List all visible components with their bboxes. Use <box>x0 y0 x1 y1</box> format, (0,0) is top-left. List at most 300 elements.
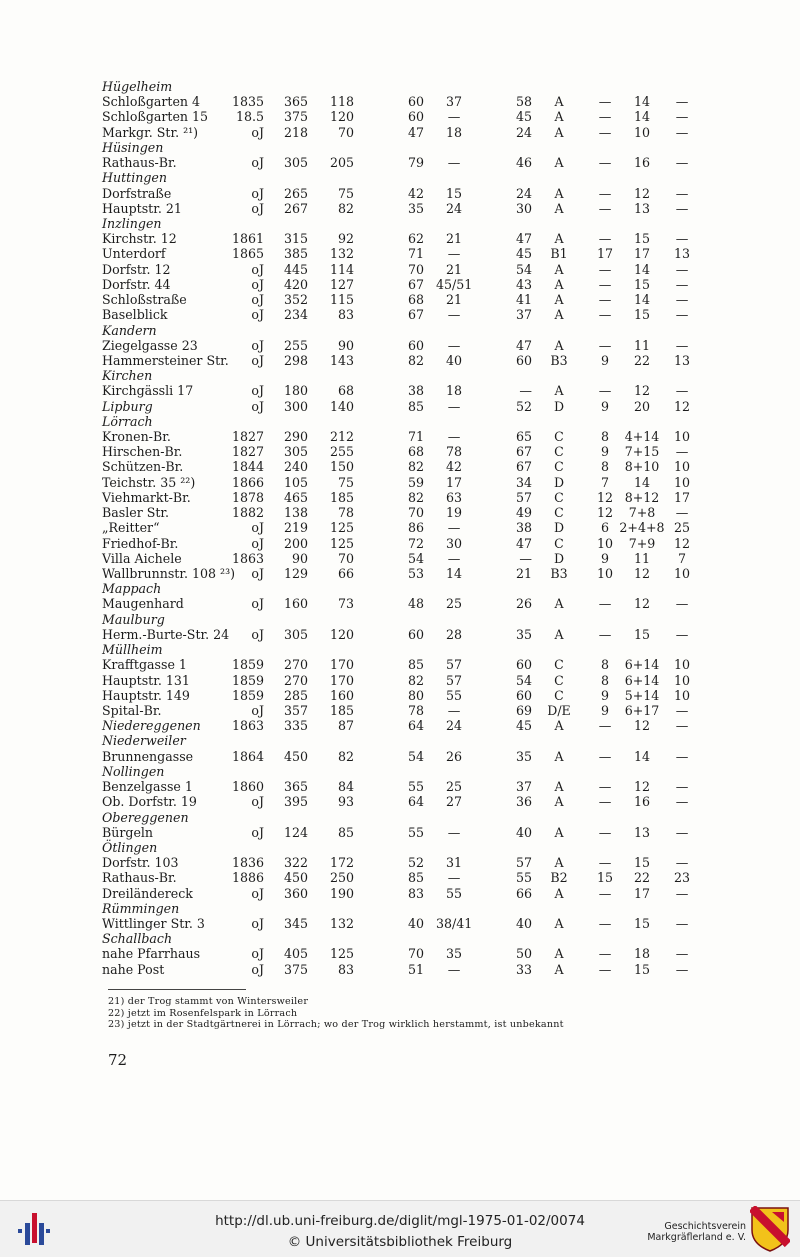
table-cell-col-7: C <box>554 657 564 673</box>
table-row <box>0 536 800 551</box>
page-number: 72 <box>108 1051 128 1069</box>
table-cell-col-9: 8+12 <box>624 489 660 505</box>
table-cell-col-1: 1827 <box>231 429 264 445</box>
table-cell-col-2: 200 <box>283 535 308 551</box>
table-cell-col-2: 219 <box>283 520 308 536</box>
table-cell-col-9: 14 <box>633 109 651 125</box>
table-cell-col-10: — <box>675 596 689 612</box>
table-cell-col-2: 305 <box>283 155 308 171</box>
table-cell-col-2: 315 <box>283 231 308 247</box>
place-heading: Müllheim <box>102 642 163 658</box>
table-cell-col-2: 265 <box>283 185 308 201</box>
table-cell-col-7: A <box>554 748 564 764</box>
table-cell-col-4: 47 <box>407 124 424 140</box>
table-cell-col-4: 71 <box>407 246 424 262</box>
table-cell-col-8: 12 <box>596 505 614 521</box>
table-cell-col-9: 12 <box>633 779 651 795</box>
table-cell-col-7: D <box>553 398 565 414</box>
table-cell-col-2: 218 <box>283 124 308 140</box>
table-cell-col-2: 405 <box>283 946 308 962</box>
table-cell-col-1: oJ <box>251 337 264 353</box>
table-cell-col-9: 15 <box>633 961 651 977</box>
table-cell-col-3: 127 <box>329 276 354 292</box>
table-cell-col-5: 14 <box>445 566 463 581</box>
place-heading-row <box>0 368 800 383</box>
table-cell-col-6: 66 <box>515 885 532 901</box>
location-name: Dorfstraße <box>102 185 172 201</box>
table-cell-col-3: 118 <box>329 94 354 110</box>
society-line-2: Markgräflerland e. V. <box>647 1232 746 1243</box>
table-cell-col-1: oJ <box>251 261 264 277</box>
table-cell-col-1: 1882 <box>231 505 264 521</box>
location-name: Kronen-Br. <box>102 429 171 445</box>
table-cell-col-9: 18 <box>633 946 651 962</box>
place-heading-row <box>0 414 800 429</box>
location-name: Teichstr. 35 ²²) <box>102 474 196 490</box>
location-name: Schloßgarten 4 <box>102 94 201 110</box>
table-cell-col-2: 395 <box>283 794 308 810</box>
table-cell-col-1: oJ <box>251 961 264 977</box>
table-cell-col-1: oJ <box>251 383 264 399</box>
location-name: Wallbrunnstr. 108 ²³) <box>102 566 236 581</box>
table-cell-col-9: 6+17 <box>624 702 660 718</box>
table-cell-col-10: 7 <box>677 550 686 566</box>
table-cell-col-7: A <box>554 185 564 201</box>
table-cell-col-8: — <box>598 94 612 110</box>
table-cell-col-1: oJ <box>251 794 264 810</box>
table-cell-col-5: 40 <box>445 352 463 368</box>
location-name: Benzelgasse 1 <box>102 779 193 795</box>
table-cell-col-6: 54 <box>515 261 532 277</box>
table-cell-col-9: 12 <box>633 596 651 612</box>
location-name: Hauptstr. 21 <box>102 200 182 216</box>
table-cell-col-3: 85 <box>337 824 354 840</box>
table-cell-col-7: A <box>554 794 564 810</box>
table-cell-col-1: oJ <box>251 916 264 932</box>
table-cell-col-1: oJ <box>251 276 264 292</box>
table-cell-col-9: 22 <box>633 870 651 886</box>
table-cell-col-8: — <box>598 779 612 795</box>
table-cell-col-8: 7 <box>600 474 609 490</box>
table-cell-col-3: 143 <box>329 352 354 368</box>
table-cell-col-6: 69 <box>515 702 532 718</box>
place-heading-row <box>0 642 800 657</box>
table-cell-col-4: 35 <box>407 200 424 216</box>
table-cell-col-4: 85 <box>407 398 424 414</box>
table-cell-col-5: 24 <box>445 718 463 734</box>
table-cell-col-3: 83 <box>337 961 354 977</box>
table-cell-col-7: A <box>554 885 564 901</box>
table-cell-col-10: — <box>675 261 689 277</box>
table-cell-col-1: oJ <box>251 185 264 201</box>
table-cell-col-6: 38 <box>515 520 532 536</box>
table-cell-col-2: 365 <box>283 779 308 795</box>
table-cell-col-1: oJ <box>251 824 264 840</box>
place-heading: Inzlingen <box>102 215 162 231</box>
table-cell-col-2: 305 <box>283 626 308 642</box>
table-cell-col-4: 40 <box>407 916 424 932</box>
table-cell-col-5: 45/51 <box>436 276 473 292</box>
table-cell-col-6: — <box>519 383 532 399</box>
table-cell-col-7: C <box>554 459 564 475</box>
table-row <box>0 825 800 840</box>
table-cell-col-10: — <box>675 794 689 810</box>
table-cell-col-8: 9 <box>600 444 609 460</box>
place-heading: Hügelheim <box>102 79 173 94</box>
table-cell-col-8: 6 <box>600 520 609 536</box>
table-cell-col-6: 60 <box>515 687 532 703</box>
table-cell-col-10: — <box>675 185 689 201</box>
table-cell-col-8: 10 <box>596 566 614 581</box>
table-cell-col-4: 82 <box>407 489 424 505</box>
table-cell-col-5: 21 <box>445 292 463 308</box>
table-row <box>0 429 800 444</box>
table-cell-col-1: 1827 <box>231 444 264 460</box>
table-cell-col-6: 47 <box>515 337 532 353</box>
table-cell-col-10: — <box>675 292 689 308</box>
society-line-1: Geschichtsverein <box>664 1221 746 1232</box>
table-cell-col-5: — <box>447 246 461 262</box>
table-cell-col-2: 255 <box>283 337 308 353</box>
table-cell-col-9: 12 <box>633 566 651 581</box>
table-cell-col-5: 25 <box>445 779 463 795</box>
table-row <box>0 657 800 672</box>
table-cell-col-6: 41 <box>515 292 532 308</box>
table-cell-col-2: 357 <box>283 702 308 718</box>
table-cell-col-3: 75 <box>337 185 354 201</box>
table-cell-col-10: 10 <box>673 672 691 688</box>
table-cell-col-5: 35 <box>445 946 463 962</box>
table-cell-col-6: 40 <box>515 916 532 932</box>
table-cell-col-1: 1865 <box>231 246 264 262</box>
location-name: Baselblick <box>102 307 168 323</box>
table-cell-col-9: 4+14 <box>624 429 660 445</box>
table-cell-col-8: 8 <box>600 429 609 445</box>
table-cell-col-6: 47 <box>515 535 532 551</box>
table-cell-col-2: 375 <box>283 109 308 125</box>
table-cell-col-3: 140 <box>329 398 354 414</box>
table-cell-col-9: 11 <box>633 550 651 566</box>
table-cell-col-9: 10 <box>633 124 651 140</box>
place-heading-row <box>0 140 800 155</box>
table-cell-col-3: 172 <box>329 855 354 871</box>
table-cell-col-4: 82 <box>407 672 424 688</box>
table-cell-col-10: 10 <box>673 429 691 445</box>
table-cell-col-6: 45 <box>515 718 532 734</box>
table-cell-col-8: — <box>598 231 612 247</box>
viewer-footer <box>0 1200 800 1257</box>
table-cell-col-1: oJ <box>251 885 264 901</box>
table-cell-col-10: — <box>675 276 689 292</box>
table-cell-col-2: 450 <box>283 870 308 886</box>
table-cell-col-7: A <box>554 596 564 612</box>
table-cell-col-3: 90 <box>337 337 354 353</box>
table-cell-col-4: 85 <box>407 870 424 886</box>
place-heading: Hüsingen <box>102 139 164 155</box>
table-cell-col-10: — <box>675 109 689 125</box>
table-cell-col-8: — <box>598 961 612 977</box>
table-cell-col-6: 35 <box>515 748 532 764</box>
table-cell-col-6: 26 <box>515 596 532 612</box>
table-cell-col-5: 21 <box>445 231 463 247</box>
table-cell-col-9: 16 <box>633 155 651 171</box>
table-cell-col-6: 47 <box>515 231 532 247</box>
table-cell-col-3: 132 <box>329 246 354 262</box>
footnote-21: 21) der Trog stammt von Wintersweiler <box>108 996 309 1007</box>
table-cell-col-1: 1859 <box>231 687 264 703</box>
table-cell-col-9: 17 <box>633 246 651 262</box>
table-cell-col-2: 290 <box>283 429 308 445</box>
table-cell-col-5: 42 <box>445 459 463 475</box>
table-cell-col-10: — <box>675 702 689 718</box>
table-row <box>0 262 800 277</box>
table-cell-col-10: — <box>675 383 689 399</box>
table-cell-col-10: — <box>675 505 689 521</box>
table-cell-col-6: 37 <box>515 307 532 323</box>
table-cell-col-2: 335 <box>283 718 308 734</box>
table-cell-col-10: — <box>675 916 689 932</box>
table-cell-col-5: 63 <box>445 489 463 505</box>
table-cell-col-5: 30 <box>445 535 463 551</box>
table-cell-col-4: 62 <box>407 231 424 247</box>
place-heading-row <box>0 323 800 338</box>
table-cell-col-10: — <box>675 444 689 460</box>
table-row <box>0 688 800 703</box>
table-cell-col-7: A <box>554 292 564 308</box>
table-cell-col-7: D/E <box>547 702 571 718</box>
table-cell-col-1: 1886 <box>231 870 264 886</box>
table-cell-col-7: A <box>554 855 564 871</box>
table-cell-col-3: 170 <box>329 657 354 673</box>
table-row <box>0 627 800 642</box>
table-cell-col-5: — <box>447 109 461 125</box>
table-row <box>0 109 800 124</box>
place-heading: Maulburg <box>102 611 165 627</box>
table-cell-col-5: 18 <box>445 383 463 399</box>
location-name: Hauptstr. 149 <box>102 687 190 703</box>
place-heading-row <box>0 901 800 916</box>
table-cell-col-3: 68 <box>337 383 354 399</box>
permalink-url[interactable]: http://dl.ub.uni-freiburg.de/diglit/mgl-1975-01-02/0074 <box>215 1213 585 1229</box>
table-cell-col-10: — <box>675 824 689 840</box>
table-cell-col-7: D <box>553 474 565 490</box>
location-name: Dorfstr. 103 <box>102 855 179 871</box>
table-cell-col-6: 43 <box>515 276 532 292</box>
table-row <box>0 459 800 474</box>
table-cell-col-4: 70 <box>407 505 424 521</box>
table-cell-col-8: — <box>598 855 612 871</box>
table-cell-col-10: 13 <box>673 246 691 262</box>
table-cell-col-9: 14 <box>633 292 651 308</box>
table-cell-col-9: 13 <box>633 824 651 840</box>
location-name: Kirchgässli 17 <box>102 383 194 399</box>
table-cell-col-10: 23 <box>673 870 691 886</box>
place-heading-row <box>0 764 800 779</box>
table-cell-col-6: 55 <box>515 870 532 886</box>
table-cell-col-2: 298 <box>283 352 308 368</box>
table-cell-col-9: 12 <box>633 185 651 201</box>
table-cell-col-2: 270 <box>283 672 308 688</box>
table-cell-col-3: 75 <box>337 474 354 490</box>
table-cell-col-1: 1844 <box>231 459 264 475</box>
table-cell-col-8: 9 <box>600 702 609 718</box>
table-row <box>0 886 800 901</box>
table-cell-col-9: 8+10 <box>624 459 660 475</box>
table-cell-col-7: C <box>554 505 564 521</box>
table-cell-col-5: — <box>447 870 461 886</box>
table-cell-col-4: 51 <box>407 961 424 977</box>
table-cell-col-10: — <box>675 961 689 977</box>
table-cell-col-7: A <box>554 946 564 962</box>
table-cell-col-2: 305 <box>283 444 308 460</box>
table-cell-col-8: — <box>598 124 612 140</box>
location-name: Villa Aichele <box>102 550 182 566</box>
table-cell-col-5: — <box>447 155 461 171</box>
table-cell-col-8: 9 <box>600 550 609 566</box>
table-cell-col-2: 365 <box>283 94 308 110</box>
table-cell-col-8: — <box>598 155 612 171</box>
table-row <box>0 307 800 322</box>
table-cell-col-3: 82 <box>337 748 354 764</box>
table-cell-col-8: — <box>598 261 612 277</box>
table-cell-col-5: 55 <box>445 885 463 901</box>
table-cell-col-10: 10 <box>673 687 691 703</box>
table-cell-col-9: 13 <box>633 200 651 216</box>
table-cell-col-9: 15 <box>633 855 651 871</box>
table-cell-col-6: 67 <box>515 459 532 475</box>
table-row <box>0 703 800 718</box>
table-cell-col-9: 20 <box>633 398 651 414</box>
table-cell-col-10: — <box>675 337 689 353</box>
table-row <box>0 946 800 961</box>
table-cell-col-10: 12 <box>673 535 691 551</box>
place-heading-row <box>0 840 800 855</box>
table-cell-col-7: A <box>554 276 564 292</box>
table-cell-col-4: 48 <box>407 596 424 612</box>
location-name: Wittlinger Str. 3 <box>102 916 205 932</box>
table-cell-col-4: 38 <box>407 383 424 399</box>
table-cell-col-2: 160 <box>283 596 308 612</box>
table-cell-col-8: 8 <box>600 459 609 475</box>
table-cell-col-7: C <box>554 687 564 703</box>
table-cell-col-2: 240 <box>283 459 308 475</box>
table-cell-col-8: — <box>598 109 612 125</box>
place-heading: Schallbach <box>102 931 173 947</box>
footnote-22: 22) jetzt im Rosenfelspark in Lörrach <box>108 1007 298 1019</box>
place-heading: Obereggenen <box>102 809 189 825</box>
table-cell-col-7: A <box>554 200 564 216</box>
table-cell-col-9: 7+15 <box>624 444 660 460</box>
location-name: nahe Pfarrhaus <box>102 946 201 962</box>
table-cell-col-7: A <box>554 779 564 795</box>
table-row <box>0 794 800 809</box>
table-row <box>0 246 800 261</box>
table-cell-col-10: — <box>675 885 689 901</box>
table-cell-col-1: oJ <box>251 596 264 612</box>
table-cell-col-10: — <box>675 231 689 247</box>
location-name: Maugenhard <box>102 596 184 612</box>
table-cell-col-1: oJ <box>251 946 264 962</box>
table-cell-col-2: 465 <box>283 489 308 505</box>
table-cell-col-9: 15 <box>633 276 651 292</box>
location-name: Spital-Br. <box>102 702 162 718</box>
coat-of-arms-icon[interactable] <box>750 1206 790 1252</box>
table-cell-col-2: 352 <box>283 292 308 308</box>
place-heading-row <box>0 216 800 231</box>
table-cell-col-2: 180 <box>283 383 308 399</box>
table-row <box>0 201 800 216</box>
table-cell-col-2: 420 <box>283 276 308 292</box>
table-cell-col-5: 37 <box>445 94 463 110</box>
table-cell-col-3: 73 <box>337 596 354 612</box>
table-row <box>0 596 800 611</box>
table-row <box>0 338 800 353</box>
table-cell-col-5: — <box>447 550 461 566</box>
table-cell-col-6: 57 <box>515 855 532 871</box>
table-row <box>0 916 800 931</box>
table-cell-col-4: 59 <box>407 474 424 490</box>
table-cell-col-10: 13 <box>673 352 691 368</box>
table-row <box>0 749 800 764</box>
location-name: Dorfstr. 44 <box>102 276 171 292</box>
table-cell-col-8: 8 <box>600 672 609 688</box>
table-row <box>0 475 800 490</box>
table-cell-col-8: — <box>598 794 612 810</box>
table-cell-col-5: 18 <box>445 124 463 140</box>
table-row <box>0 155 800 170</box>
table-cell-col-7: C <box>554 672 564 688</box>
table-cell-col-7: A <box>554 261 564 277</box>
table-cell-col-3: 93 <box>337 794 354 810</box>
table-cell-col-9: 14 <box>633 748 651 764</box>
table-cell-col-8: — <box>598 824 612 840</box>
table-cell-col-7: B1 <box>550 246 568 262</box>
table-cell-col-8: 9 <box>600 398 609 414</box>
table-cell-col-8: — <box>598 337 612 353</box>
table-cell-col-6: 30 <box>515 200 532 216</box>
location-name: Rathaus-Br. <box>102 870 177 886</box>
table-cell-col-7: C <box>554 535 564 551</box>
table-cell-col-6: 33 <box>515 961 532 977</box>
table-cell-col-1: oJ <box>251 398 264 414</box>
table-cell-col-1: 1860 <box>231 779 264 795</box>
location-name: Dorfstr. 12 <box>102 261 171 277</box>
table-cell-col-1: oJ <box>251 626 264 642</box>
table-cell-col-10: — <box>675 748 689 764</box>
table-cell-col-4: 68 <box>407 292 424 308</box>
table-cell-col-6: 21 <box>515 566 532 581</box>
table-cell-col-4: 67 <box>407 307 424 323</box>
location-name: Dreiländereck <box>102 885 193 901</box>
table-cell-col-4: 53 <box>407 566 424 581</box>
table-cell-col-3: 115 <box>329 292 354 308</box>
footnotes <box>108 996 564 1031</box>
place-heading-row <box>0 170 800 185</box>
table-cell-col-2: 345 <box>283 916 308 932</box>
table-row <box>0 673 800 688</box>
table-cell-col-7: C <box>554 489 564 505</box>
place-heading: Huttingen <box>102 170 167 186</box>
table-cell-col-4: 60 <box>407 109 424 125</box>
table-row <box>0 292 800 307</box>
location-name: Hammersteiner Str. <box>102 352 229 368</box>
table-cell-col-1: oJ <box>251 155 264 171</box>
table-cell-col-4: 54 <box>407 748 424 764</box>
table-cell-col-9: 15 <box>633 916 651 932</box>
location-name: Schützen-Br. <box>102 459 184 475</box>
table-row <box>0 551 800 566</box>
table-cell-col-4: 64 <box>407 794 424 810</box>
